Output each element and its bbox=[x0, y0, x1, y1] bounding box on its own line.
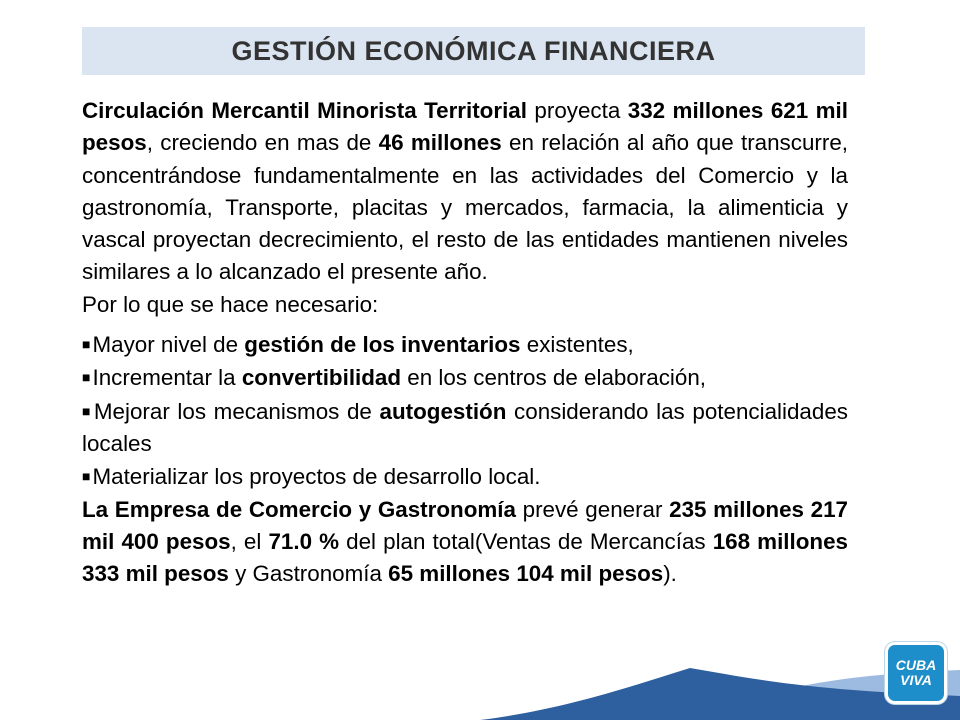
text-span: en relación al año que transcurre, concentrándose fundamentalmente en las actividades del Comercio y la gastronomía, Transporte, placitas y mercados, farmacia, la alimenticia y vascal proyectan decrecimiento, el resto de las entidades mantienen niveles similares a lo alcanzado el presente año. bbox=[82, 130, 848, 285]
text-span: , el bbox=[230, 528, 269, 554]
text-span: y Gastronomía bbox=[228, 561, 389, 587]
footer-wave-decoration bbox=[0, 657, 960, 720]
text-span: en los centros de elaboración, bbox=[401, 365, 707, 391]
bullet-item bbox=[82, 395, 848, 461]
bold-text: 332 millones 621 mil pesos bbox=[82, 98, 848, 156]
text-span: Mejorar los mecanismos de bbox=[93, 398, 380, 424]
bold-text: gestión de los inventarios bbox=[244, 332, 521, 358]
logo-line-2: VIVA bbox=[900, 672, 932, 688]
bold-text: 235 millones 217 mil 400 pesos bbox=[82, 496, 848, 554]
bold-text: 168 millones 333 mil pesos bbox=[82, 528, 848, 587]
paragraph-empresa bbox=[82, 494, 848, 591]
bold-text: La Empresa de Comercio y Gastronomía bbox=[82, 496, 516, 522]
page-title: GESTIÓN ECONÓMICA FINANCIERA bbox=[231, 35, 716, 66]
logo-line-1: CUBA bbox=[895, 657, 937, 673]
bold-text: Circulación Mercantil Minorista Territorial bbox=[82, 98, 527, 123]
text-span: , creciendo en mas de bbox=[146, 130, 379, 156]
cuba-viva-logo bbox=[885, 642, 947, 704]
text-span: prevé generar bbox=[515, 496, 670, 522]
bullet-item bbox=[82, 361, 848, 394]
bullet-item bbox=[82, 460, 848, 493]
bold-text: convertibilidad bbox=[241, 365, 402, 391]
square-bullet-icon: ■ bbox=[82, 369, 91, 386]
bullet-item bbox=[82, 328, 848, 361]
bold-text: 71.0 % bbox=[268, 528, 340, 554]
text-span: proyecta bbox=[526, 98, 628, 123]
paragraph-circulacion bbox=[82, 95, 848, 289]
text-span: del plan total(Ventas de Mercancías bbox=[339, 528, 713, 554]
square-bullet-icon: ■ bbox=[82, 468, 91, 485]
square-bullet-icon: ■ bbox=[82, 402, 92, 419]
square-bullet-icon: ■ bbox=[82, 336, 91, 353]
bold-text: autogestión bbox=[379, 398, 507, 424]
text-span: considerando las potencialidades locales bbox=[82, 398, 848, 456]
paragraph-necesario: Por lo que se hace necesario: bbox=[82, 291, 379, 317]
text-span: existentes, bbox=[520, 332, 634, 358]
text-span: Incrementar la bbox=[92, 365, 242, 391]
bold-text: 65 millones 104 mil pesos bbox=[388, 561, 664, 587]
text-span: ). bbox=[663, 561, 677, 587]
bold-text: 46 millones bbox=[378, 130, 502, 156]
text-span: Mayor nivel de bbox=[92, 332, 245, 358]
title-banner bbox=[82, 27, 865, 75]
slide-content bbox=[82, 95, 848, 590]
text-span: Materializar los proyectos de desarrollo local. bbox=[92, 464, 541, 490]
